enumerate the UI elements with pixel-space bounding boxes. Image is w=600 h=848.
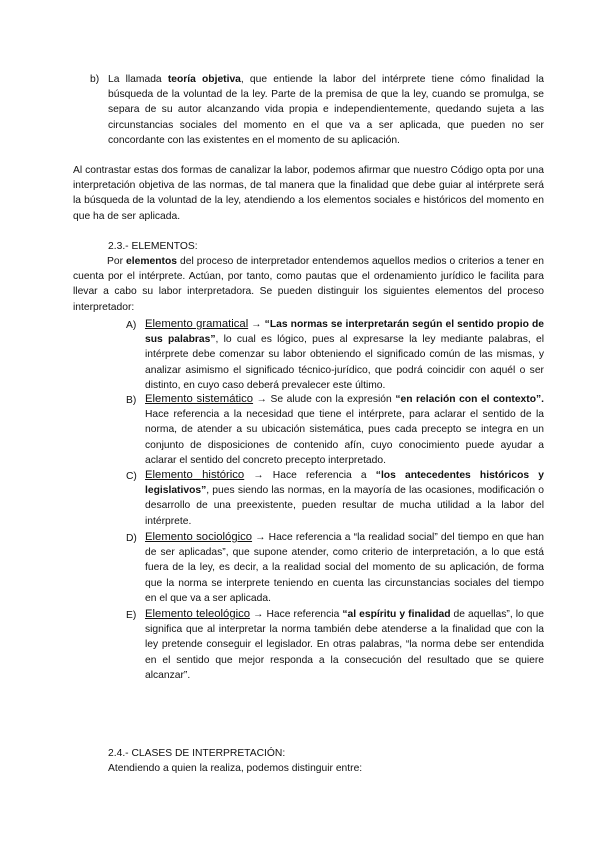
item-b-marker: b) <box>90 74 100 85</box>
item-d-text <box>145 530 544 606</box>
section-2-3-intro <box>73 254 544 315</box>
item-c-marker: C) <box>126 471 137 482</box>
item-a-bold: “Las normas se interpretarán según el sentido propio de sus palabras” <box>145 319 544 346</box>
item-d-arrow: → Hace referencia a “la realidad social” del tiempo en que han de ser aplicadas”, que supone atender, como criterio de interpretación, a lo que está fuera de la ley, es decir, a la realidad social del momento de su aplicación, de forma que la norma se interprete teniendo en cuenta las circunstancias sociales del tiempo en el que va a ser aplicada. <box>145 532 544 604</box>
item-d-marker: D) <box>126 533 137 544</box>
item-a-rest: , lo cual es lógico, pues al expresarse la ley mediante palabras, el intérprete debe comenzar su labor obteniendo el significado común de las mismas, y analizar asimismo el significado técnico-jurídico, que podrá coincidir con aquél o ser distinto, en cuyo caso deberá prevalecer este último. <box>145 334 544 391</box>
section-2-4-heading: 2.4.- CLASES DE INTERPRETACIÓN: <box>108 748 286 759</box>
item-b2-name: Elemento sistemático <box>145 393 254 405</box>
item-e-name: Elemento teleológico <box>145 608 251 620</box>
intro-pre: Por <box>107 256 127 267</box>
item-c-name: Elemento histórico <box>145 469 245 481</box>
item-b-pre: La llamada <box>108 74 168 85</box>
conclusion-paragraph: Al contrastar estas dos formas de canalizar la labor, podemos afirmar que nuestro Código opta por una interpretación objetiva de las normas, de tal manera que la finalidad que debe guiar al intérprete será la búsqueda de la voluntad de la ley, atendiendo a los elementos sociales e históricos del momento en que ha de ser aplicada. <box>73 165 544 222</box>
item-e-arrow: → Hace referencia <box>250 609 343 620</box>
teoria-objetiva-term: teoría objetiva <box>167 74 241 85</box>
item-a-name: Elemento gramatical <box>145 318 249 330</box>
item-e-text <box>145 607 544 683</box>
item-b2-arrow: → Se alude con la expresión <box>253 394 396 405</box>
item-a-arrow: → <box>248 319 265 330</box>
item-b2-rest: Hace referencia a la necesidad que tiene el intérprete, para aclarar el sentido de la norma, de atender a su ubicación sistemática, pues cada precepto se integra en un conjunto de disposiciones de contenido afín, cuyo conocimiento puede ayudar a aclarar el sentido del concreto precepto interpretado. <box>145 409 544 466</box>
item-a-marker: A) <box>126 320 137 331</box>
section-2-4-intro: Atendiendo a quien la realiza, podemos distinguir entre: <box>108 763 363 774</box>
item-a-text <box>145 317 544 393</box>
section-2-3-heading: 2.3.- ELEMENTOS: <box>108 241 198 252</box>
item-c-rest: , pues siendo las normas, en la mayoría de las ocasiones, modificación o desarrollo de una preexistente, pueden resultar de mucha utilidad a la labor del intérprete. <box>145 485 544 527</box>
item-e-bold: “al espíritu y finalidad <box>342 609 451 620</box>
item-d-name: Elemento sociológico <box>145 531 253 543</box>
item-c-arrow: → Hace referencia a <box>244 470 376 481</box>
item-b2-marker: B) <box>126 395 137 406</box>
item-e-rest: de aquellas”, lo que significa que al interpretar la norma también debe atenderse a la finalidad que con la ley pretende conseguir el legislador. En otras palabras, “la norma debe ser entendida en el sentido que mejor responda a la consecución del resultado que se quiere alcanzar”. <box>145 609 544 681</box>
intro-rest: del proceso de interpretador entendemos aquellos medios o criterios a tener en cuenta por el intérprete. Actúan, por tanto, como pautas que el ordenamiento jurídico le facilita para llevar a cabo su labor interpretadora. Se pueden distinguir los siguientes elementos del proceso interpretador: <box>73 256 544 313</box>
item-b2-bold: “en relación con el contexto”. <box>395 394 544 405</box>
item-b2-text <box>145 392 544 468</box>
item-c-bold: “los antecedentes históricos y legislativos” <box>145 470 545 497</box>
item-e-marker: E) <box>126 610 137 621</box>
item-b-text <box>108 72 544 148</box>
elementos-term: elementos <box>126 256 177 267</box>
item-c-text <box>145 468 544 529</box>
item-b-rest: , que entiende la labor del intérprete tiene cómo finalidad la búsqueda de la voluntad de la ley. Parte de la premisa de que la ley, cuando se promulga, se separa de su autor alcanzando vida propia e independientemente, quedando sujeta a las circunstancias sociales del momento en el que va a ser aplicada, que pueden no ser concordante con las existentes en el momento de su aplicación. <box>108 74 544 146</box>
